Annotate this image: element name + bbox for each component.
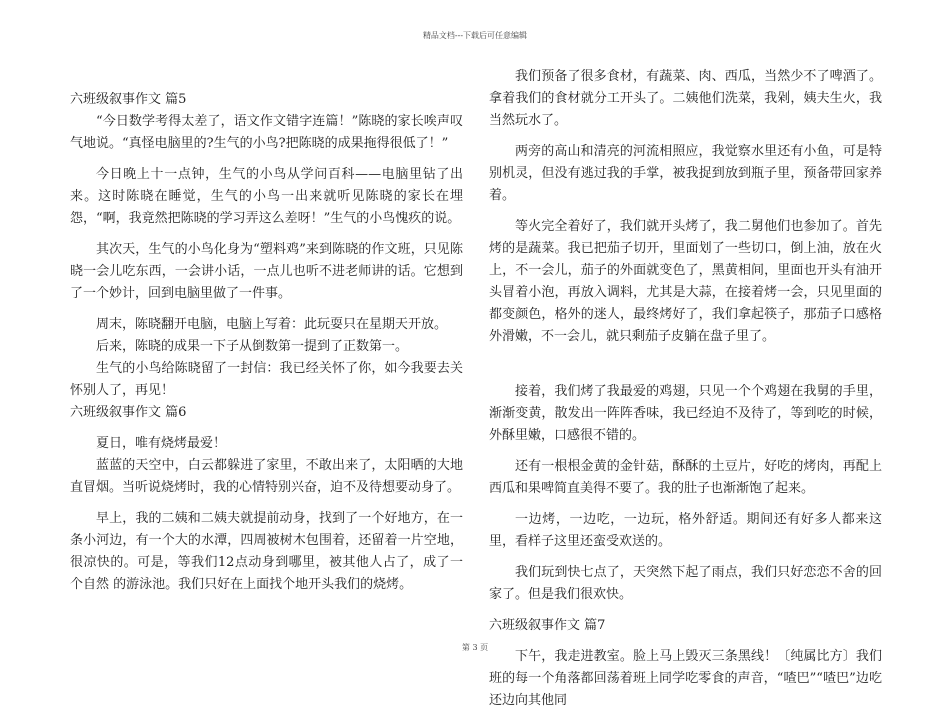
paragraph: 接着，我们烤了我最爱的鸡翅，只见一个个鸡翅在我舅的手里，渐渐变黄，散发出一阵阵香味，我已经迫不及待了，等到吃的时候，外酥里嫩，口感很不错的。	[489, 384, 882, 443]
paragraph: 今日晚上十一点钟，生气的小鸟从学问百科——电脑里钻了出来。这时陈晓在睡觉，生气的小鸟一出来就听见陈晓的家长在埋怨，“啊，我竟然把陈晓的学习弄这么差呀！”生气的小鸟愧疚的说。	[70, 167, 463, 226]
section-title-5: 六班级叙事作文 篇5	[70, 92, 187, 107]
right-column	[489, 66, 882, 712]
paragraph: 等火完全着好了，我们就开头烤了，我二舅他们也参加了。首先烤的是蔬菜。我已把茄子切开，里面划了一些切口，倒上油，放在火上，不一会儿，茄子的外面就变色了，黑黄相间，里面也开头有油开头冒着小泡，再放入调料，尤其是大蒜，在接着烤一会，只见里面的都变颜色，格外的迷人，最终烤好了，我们拿起筷子，那茄子口感格外滑嫩，不一会儿，就只剩茄子皮躺在盘子里了。	[489, 219, 882, 344]
paragraph: 下午，我走进教室。脸上马上毁灭三条黑线！〔纯属比方〕我们班的每一个角落都回荡着班上同学吃零食的声音，“喳巴”“喳巴”边吃还边向其他同	[489, 649, 882, 708]
paragraph: 其次天，生气的小鸟化身为“塑料鸡”来到陈晓的作文班，只见陈晓一会儿吃东西，一会讲小话，一点儿也听不进老师讲的话。它想到了一个妙计，回到电脑里做了一件事。	[70, 242, 463, 301]
paragraph: 周末，陈晓翻开电脑，电脑上写着：此玩耍只在星期天开放。	[96, 317, 448, 332]
paragraph: 生气的小鸟给陈晓留了一封信：我已经关怀了你，如今我要去关怀别人了，再见！	[70, 361, 463, 398]
paragraph: 蓝蓝的天空中，白云都躲进了家里，不敢出来了，太阳晒的大地直冒烟。当听说烧烤时，我的心情特别兴奋，迫不及待想要动身了。	[70, 458, 463, 495]
page-footer: 第 3 页	[461, 643, 489, 652]
paragraph: 夏日，唯有烧烤最爱！	[96, 436, 227, 451]
paragraph: 还有一根根金黄的金针菇，酥酥的土豆片，好吃的烤肉，再配上西瓜和果啤简直美得不要了。我的肚子也渐渐饱了起来。	[489, 459, 882, 496]
paragraph: 两旁的高山和清亮的河流相照应，我觉察水里还有小鱼，可是特别机灵，但没有逃过我的手掌，被我捉到放到瓶子里，预备带回家养着。	[489, 144, 882, 203]
paragraph: 我们预备了很多食材，有蔬菜、肉、西瓜，当然少不了啤酒了。拿着我们的食材就分工开头了。二姨他们洗菜，我剁，姨夫生火，我当然玩水了。	[489, 69, 882, 128]
page-header: 精品文档---下载后可任意编辑	[422, 31, 528, 40]
section-title-6: 六班级叙事作文 篇6	[70, 405, 187, 420]
paragraph: 后来，陈晓的成果一下子从倒数第一提到了正数第一。	[96, 339, 409, 354]
paragraph: 早上，我的二姨和二姨夫就提前动身，找到了一个好地方，在一条小河边，有一个大的水潭，四周被树木包围着，还留着一片空地，很凉快的。可是，等我们12点动身到哪里，被其他人占了，成了一个自然 的游泳池。我们只好在上面找个地开头我们的烧烤。	[70, 511, 463, 592]
paragraph: 一边烤，一边吃，一边玩，格外舒适。期间还有好多人都来这里，看样子这里还蛮受欢送的。	[489, 512, 882, 549]
left-column	[70, 66, 463, 596]
paragraph: 我们玩到快七点了，天突然下起了雨点，我们只好恋恋不舍的回家了。但是我们很欢快。	[489, 565, 882, 602]
paragraph: “今日数学考得太差了，语文作文错字连篇！”陈晓的家长唉声叹气地说。“真怪电脑里的?生气的小鸟?把陈晓的成果拖得很低了！”	[70, 114, 463, 151]
section-title-7: 六班级叙事作文 篇7	[489, 618, 606, 633]
